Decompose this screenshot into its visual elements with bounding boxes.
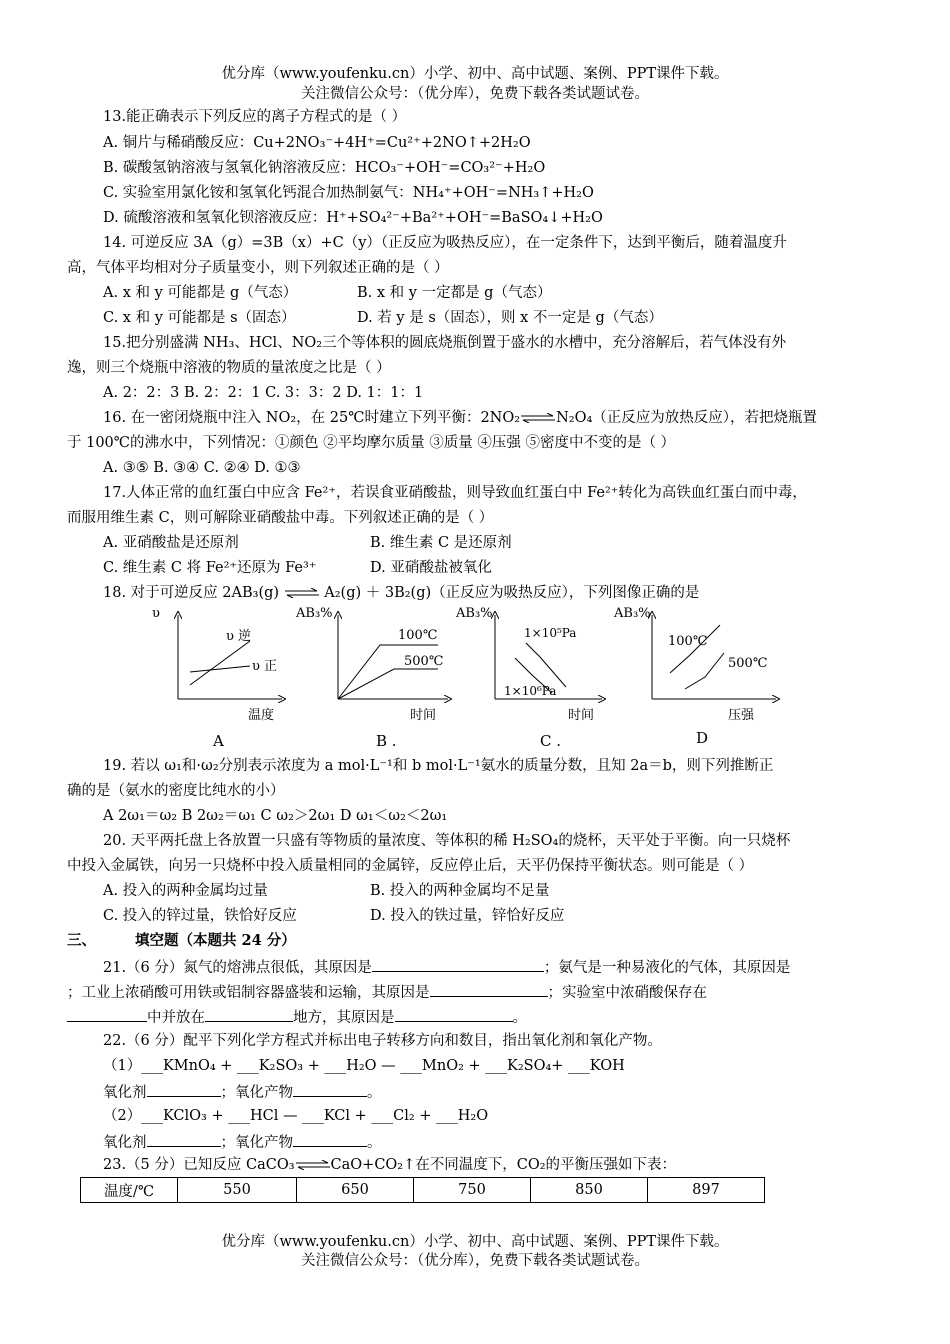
q21-line-2-end: ；实验室中浓硝酸保存在 (547, 985, 707, 1001)
graph-c-label-1e6: 1×10⁶Pa (504, 684, 557, 698)
graph-c-curve-1e5 (526, 643, 566, 687)
graph-c (455, 606, 602, 750)
q20-option-d: D. 投入的铁过量，锌恰好反应 (370, 908, 565, 924)
q16-line-1-end: N₂O₄（正反应为放热反应），若把烧瓶置 (556, 410, 818, 426)
q22-answer-2 (103, 1131, 382, 1153)
q16-line-2: 于 100℃的沸水中，下列情况：①颜色 ②平均摩尔质量 ③质量 ④压强 ⑤密度中不变的是（ ） (67, 435, 676, 451)
graph-a-letter: A (213, 732, 224, 750)
graph-c-xlabel: 时间 (568, 708, 595, 723)
graph-a-label-forward: υ 正 (252, 659, 278, 674)
q20-option-c: C. 投入的锌过量，铁恰好反应 (103, 908, 297, 924)
q21-line-1-start: 21.（6 分）氮气的熔沸点很低，其原因是 (103, 960, 372, 976)
graph-d-letter: D (696, 729, 709, 747)
q16-line-1-start: 16. 在一密闭烧瓶中注入 NO₂，在 25℃时建立下列平衡：2NO₂ (103, 410, 521, 426)
q18-stem-end: A₂(g) ＋ 3B₂(g)（正反应为吸热反应），下列图像正确的是 (324, 585, 700, 601)
period: 。 (367, 1135, 382, 1151)
answer-blank[interactable] (430, 981, 548, 997)
q19-line-2: 确的是（氨水的密度比纯水的小） (67, 783, 285, 799)
q16-options: A. ③⑤ B. ③④ C. ②④ D. ①③ (103, 460, 301, 476)
graph-a-label-reverse: υ 逆 (226, 629, 252, 644)
q21-line-3 (67, 1006, 527, 1028)
q21-line-3-a: 中并放在 (147, 1010, 205, 1026)
q22-equation-2: （2）___KClO₃ + ___HCl — ___KCl + ___Cl₂ + ___H₂O (103, 1108, 489, 1124)
graph-d-ylabel: AB₃% (614, 606, 651, 621)
graph-c-label-1e5: 1×10⁵Pa (524, 626, 577, 640)
period: 。 (367, 1085, 382, 1101)
table-cell: 550 (178, 1178, 297, 1203)
footer-line-2: 关注微信公众号：（优分库），免费下载各类试题试卷。 (301, 1253, 649, 1269)
q22-stem: 22.（6 分）配平下列化学方程式并标出电子转移方向和数目，指出氧化剂和氧化产物。 (103, 1033, 662, 1049)
answer-blank[interactable] (293, 1131, 367, 1147)
q13-option-a: A. 铜片与稀硝酸反应：Cu+2NO₃⁻+4H⁺=Cu²⁺+2NO↑+2H₂O (103, 135, 531, 151)
q20-line-1: 20. 天平两托盘上各放置一只盛有等物质的量浓度、等体积的稀 H₂SO₄的烧杯，天平处于平衡。向一只烧杯 (103, 833, 791, 849)
q17-option-b: B. 维生素 C 是还原剂 (370, 535, 512, 551)
q18-graphs (140, 603, 840, 753)
q21-line-3-c: 。 (512, 1010, 527, 1026)
q20-option-a: A. 投入的两种金属均过量 (103, 883, 268, 899)
header-line-1: 优分库（www.youfenku.cn）小学、初中、高中试题、案例、PPT课件下载。 (221, 66, 729, 82)
graph-d-xlabel: 压强 (728, 708, 755, 723)
q14-option-b: B. x 和 y 一定都是 g（气态） (357, 285, 552, 301)
q23-stem (103, 1155, 676, 1175)
q13-option-b: B. 碳酸氢钠溶液与氢氧化钠溶液反应：HCO₃⁻+OH⁻=CO₃²⁻+H₂O (103, 160, 546, 176)
answer-blank[interactable] (293, 1081, 367, 1097)
oxidant-label: 氧化剂 (103, 1135, 147, 1151)
q22-equation-1: （1）___KMnO₄ + ___K₂SO₃ + ___H₂O — ___MnO₂ + ___K₂SO₄+ ___KOH (103, 1058, 625, 1074)
graph-c-letter: C . (540, 732, 562, 750)
section-3-number: 三、 (67, 932, 96, 949)
q18-stem (103, 583, 699, 603)
oxidation-product-label: ；氧化产物 (220, 1085, 293, 1101)
q13-stem: 13.能正确表示下列反应的离子方程式的是（ ） (103, 109, 407, 125)
q23-stem-end: CaO+CO₂↑在不同温度下，CO₂的平衡压强如下表： (330, 1157, 677, 1173)
q16-line-1 (103, 408, 817, 428)
graph-d-label-100: 100℃ (668, 634, 708, 649)
header-line-2: 关注微信公众号：（优分库），免费下载各类试题试卷。 (301, 86, 649, 102)
graph-a (152, 606, 282, 750)
q20-line-2: 中投入金属铁，向另一只烧杯中投入质量相同的金属锌，反应停止后，天平仍保持平衡状态。则可能是（ ） (67, 858, 754, 874)
q17-option-a: A. 亚硝酸盐是还原剂 (103, 535, 239, 551)
equilibrium-arrow-icon (520, 413, 556, 423)
q19-line-1: 19. 若以 ω₁和·ω₂分别表示浓度为 a mol·L⁻¹和 b mol·L⁻¹氨水的质量分数，且知 2a＝b，则下列推断正 (103, 758, 774, 774)
answer-blank[interactable] (395, 1006, 513, 1022)
q21-line-2 (67, 981, 707, 1003)
q14-line-2: 高，气体平均相对分子质量变小，则下列叙述正确的是（ ） (67, 260, 449, 276)
oxidant-label: 氧化剂 (103, 1085, 147, 1101)
graph-a-xlabel: 温度 (248, 708, 275, 723)
graph-d (613, 606, 776, 747)
q17-line-2: 而服用维生素 C，则可解除亚硝酸盐中毒。下列叙述正确的是（ ） (67, 510, 494, 526)
q15-options: A. 2：2：3 B. 2：2：1 C. 3：3：2 D. 1：1：1 (103, 385, 424, 401)
q14-option-d: D. 若 y 是 s（固态），则 x 不一定是 g（气态） (357, 310, 663, 326)
table-cell: 850 (531, 1178, 648, 1203)
graph-a-curve-reverse (190, 641, 250, 685)
equilibrium-arrow-icon (284, 588, 320, 598)
graph-b (295, 606, 448, 750)
q14-line-1: 14. 可逆反应 3A（g）=3B（x）+C（y）（正反应为吸热反应），在一定条件下，达到平衡后，随着温度升 (103, 235, 787, 251)
graph-d-label-500: 500℃ (728, 656, 768, 671)
q20-option-b: B. 投入的两种金属均不足量 (370, 883, 550, 899)
q21-line-3-b: 地方，其原因是 (293, 1010, 395, 1026)
q17-option-d: D. 亚硝酸盐被氧化 (370, 560, 492, 576)
q17-line-1: 17.人体正常的血红蛋白中应含 Fe²⁺，若误食亚硝酸盐，则导致血红蛋白中 Fe²⁺转化为高铁血红蛋白而中毒， (103, 485, 807, 501)
answer-blank[interactable] (205, 1006, 293, 1022)
answer-blank[interactable] (372, 956, 544, 972)
table-cell: 750 (414, 1178, 531, 1203)
graph-d-curve-100 (670, 625, 720, 673)
table-cell: 650 (297, 1178, 414, 1203)
q15-line-1: 15.把分别盛满 NH₃、HCl、NO₂三个等体积的圆底烧瓶倒置于盛水的水槽中，充分溶解后，若气体没有外 (103, 335, 787, 351)
q19-options: A 2ω₁＝ω₂ B 2ω₂＝ω₁ C ω₂＞2ω₁ D ω₁＜ω₂＜2ω₁ (103, 808, 448, 824)
table-row (81, 1178, 765, 1203)
graph-b-letter: B . (376, 732, 397, 750)
graph-d-curve-500 (685, 653, 724, 689)
graph-b-ylabel: AB₃% (296, 606, 333, 621)
q21-line-2-start: ；工业上浓硝酸可用铁或铝制容器盛装和运输，其原因是 (67, 985, 430, 1001)
graph-a-curve-forward (190, 666, 250, 672)
footer-line-1: 优分库（www.youfenku.cn）小学、初中、高中试题、案例、PPT课件下载。 (221, 1234, 729, 1250)
answer-blank[interactable] (147, 1081, 221, 1097)
graph-b-xlabel: 时间 (410, 708, 437, 723)
q13-option-d: D. 硫酸溶液和氢氧化钡溶液反应：H⁺+SO₄²⁻+Ba²⁺+OH⁻=BaSO₄↓+H₂O (103, 210, 603, 226)
q14-option-a: A. x 和 y 可能都是 g（气态） (103, 285, 298, 301)
q23-table (80, 1177, 765, 1203)
graph-b-label-100: 100℃ (398, 628, 438, 643)
q15-line-2: 逸，则三个烧瓶中溶液的物质的量浓度之比是（ ） (67, 360, 391, 376)
section-3-title: 填空题（本题共 24 分） (135, 932, 296, 949)
equilibrium-arrow-icon (295, 1160, 331, 1170)
q22-answer-1 (103, 1081, 382, 1103)
q21-line-1-end: ；氨气是一种易液化的气体，其原因是 (543, 960, 791, 976)
graph-b-curve-500 (338, 669, 438, 699)
graph-b-label-500: 500℃ (404, 654, 444, 669)
oxidation-product-label: ；氧化产物 (220, 1135, 293, 1151)
answer-blank[interactable] (147, 1131, 221, 1147)
table-header-cell: 温度/℃ (81, 1178, 178, 1203)
graph-a-ylabel: υ (152, 606, 160, 621)
q21-line-1 (103, 956, 790, 978)
table-cell: 897 (648, 1178, 765, 1203)
graph-c-ylabel: AB₃% (456, 606, 493, 621)
answer-blank[interactable] (67, 1006, 147, 1022)
q14-option-c: C. x 和 y 可能都是 s（固态） (103, 310, 296, 326)
q17-option-c: C. 维生素 C 将 Fe²⁺还原为 Fe³⁺ (103, 560, 317, 576)
q13-option-c: C. 实验室用氯化铵和氢氧化钙混合加热制氨气：NH₄⁺+OH⁻=NH₃↑+H₂O (103, 185, 594, 201)
q23-stem-start: 23.（5 分）已知反应 CaCO₃ (103, 1157, 295, 1173)
q18-stem-start: 18. 对于可逆反应 2AB₃(g) (103, 585, 280, 601)
